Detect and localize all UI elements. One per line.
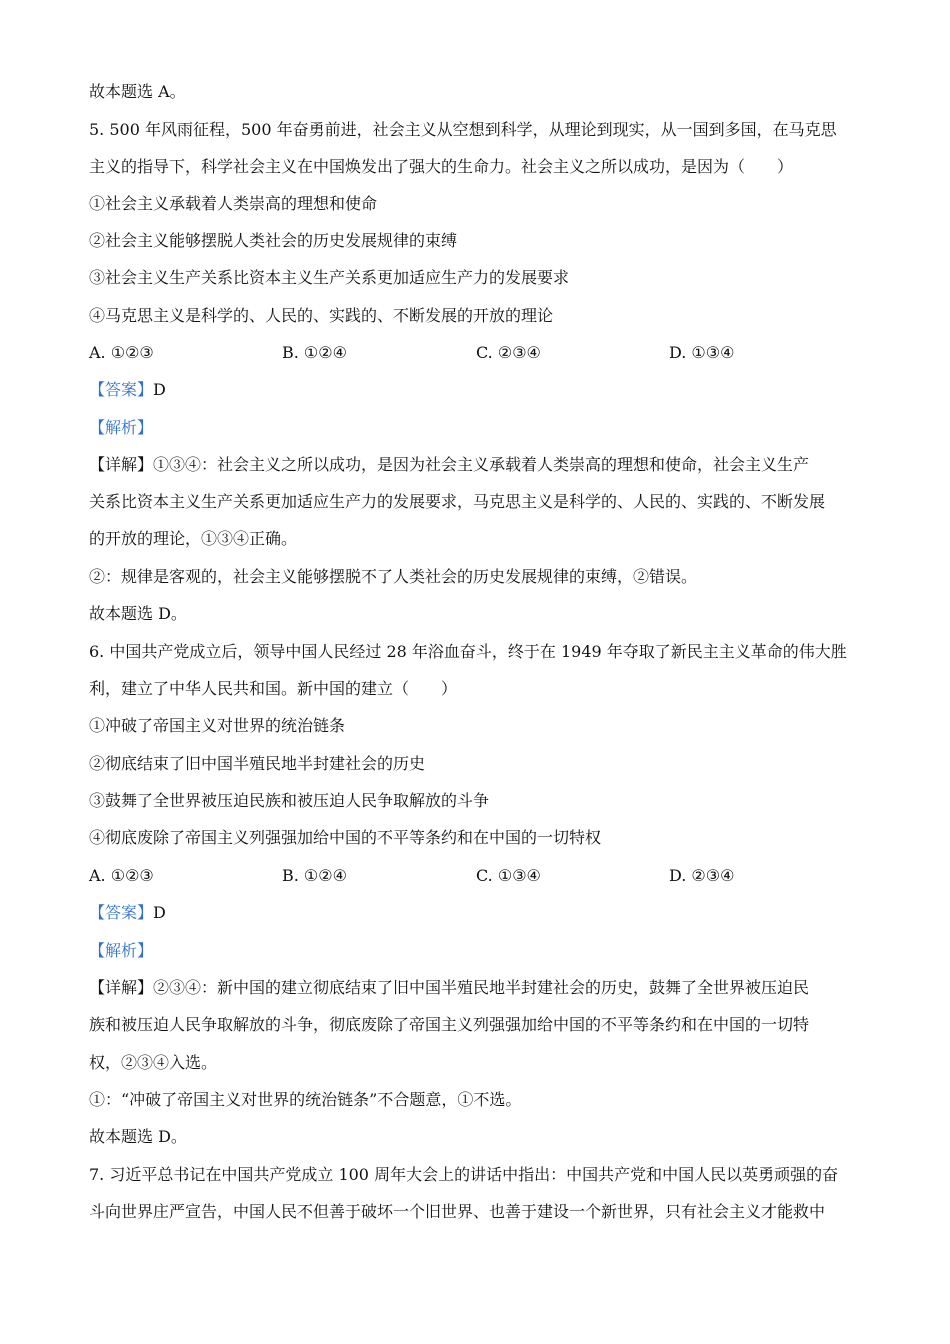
answer-value: D [153, 903, 166, 922]
q6-answer [89, 903, 166, 923]
q5-option-b: B. ①②④ [282, 343, 347, 362]
q6-stem-line-1: 6. 中国共产党成立后，领导中国人民经过 28 年浴血奋斗，终于在 1949 年夺取了新民主主义革命的伟大胜 [89, 642, 847, 661]
detail-text: ①③④：社会主义之所以成功，是因为社会主义承载着人类崇高的理想和使命，社会主义生产 [153, 455, 810, 474]
q6-note: ①：“冲破了帝国主义对世界的统治链条”不合题意，①不选。 [89, 1090, 522, 1109]
q5-conclusion: 故本题选 D。 [89, 604, 187, 623]
q5-detail-line-1 [89, 455, 809, 475]
q7-stem-line-2: 斗向世界庄严宣告，中国人民不但善于破坏一个旧世界、也善于建设一个新世界，只有社会主义才能救中 [89, 1202, 826, 1221]
q6-option-a: A. ①②③ [89, 866, 154, 885]
q5-option-d: D. ①③④ [669, 343, 735, 362]
q6-conclusion: 故本题选 D。 [89, 1127, 187, 1146]
q5-stem-line-2: 主义的指导下，科学社会主义在中国焕发出了强大的生命力。社会主义之所以成功，是因为（ ） [89, 157, 794, 176]
answer-tag: 【答案】 [89, 903, 154, 922]
q5-analysis-tag: 【解析】 [89, 418, 154, 437]
q6-detail-line-2: 族和被压迫人民争取解放的斗争，彻底废除了帝国主义列强强加给中国的不平等条约和在中国的一切特 [89, 1015, 810, 1034]
q6-analysis-tag: 【解析】 [89, 941, 154, 960]
q5-detail-line-3: 的开放的理论，①③④正确。 [89, 529, 298, 548]
q6-option-c: C. ①③④ [476, 866, 541, 885]
q5-item-4: ④马克思主义是科学的、人民的、实践的、不断发展的开放的理论 [89, 306, 554, 325]
q5-item-1: ①社会主义承载着人类崇高的理想和使命 [89, 194, 378, 213]
q5-option-a: A. ①②③ [89, 343, 154, 362]
q6-item-4: ④彻底废除了帝国主义列强强加给中国的不平等条约和在中国的一切特权 [89, 828, 602, 847]
q5-answer [89, 380, 166, 400]
q5-detail-line-2: 关系比资本主义生产关系更加适应生产力的发展要求，马克思主义是科学的、人民的、实践的、不断发展 [89, 492, 826, 511]
q6-item-2: ②彻底结束了旧中国半殖民地半封建社会的历史 [89, 754, 426, 773]
q5-stem-line-1: 5. 500 年风雨征程，500 年奋勇前进，社会主义从空想到科学，从理论到现实，从一国到多国，在马克思 [89, 120, 837, 139]
detail-tag: 【详解】 [89, 455, 154, 474]
q5-item-2: ②社会主义能够摆脱人类社会的历史发展规律的束缚 [89, 231, 458, 250]
q6-option-b: B. ①②④ [282, 866, 347, 885]
q6-stem-line-2: 利，建立了中华人民共和国。新中国的建立（ ） [89, 679, 458, 698]
answer-value: D [153, 380, 166, 399]
q6-option-d: D. ②③④ [669, 866, 735, 885]
q6-item-3: ③鼓舞了全世界被压迫民族和被压迫人民争取解放的斗争 [89, 791, 490, 810]
q6-detail-line-3: 权，②③④入选。 [89, 1053, 218, 1072]
q5-option-c: C. ②③④ [476, 343, 541, 362]
detail-text: ②③④：新中国的建立彻底结束了旧中国半殖民地半封建社会的历史，鼓舞了全世界被压迫民 [153, 978, 810, 997]
detail-tag: 【详解】 [89, 978, 154, 997]
q6-item-1: ①冲破了帝国主义对世界的统治链条 [89, 716, 346, 735]
q5-note: ②：规律是客观的，社会主义能够摆脱不了人类社会的历史发展规律的束缚，②错误。 [89, 567, 698, 586]
q6-detail-line-1 [89, 978, 809, 998]
q5-item-3: ③社会主义生产关系比资本主义生产关系更加适应生产力的发展要求 [89, 268, 570, 287]
q7-stem-line-1: 7. 习近平总书记在中国共产党成立 100 周年大会上的讲话中指出：中国共产党和中国人民以英勇顽强的奋 [89, 1165, 839, 1184]
answer-tag: 【答案】 [89, 380, 154, 399]
q4-conclusion: 故本题选 A。 [89, 82, 186, 101]
